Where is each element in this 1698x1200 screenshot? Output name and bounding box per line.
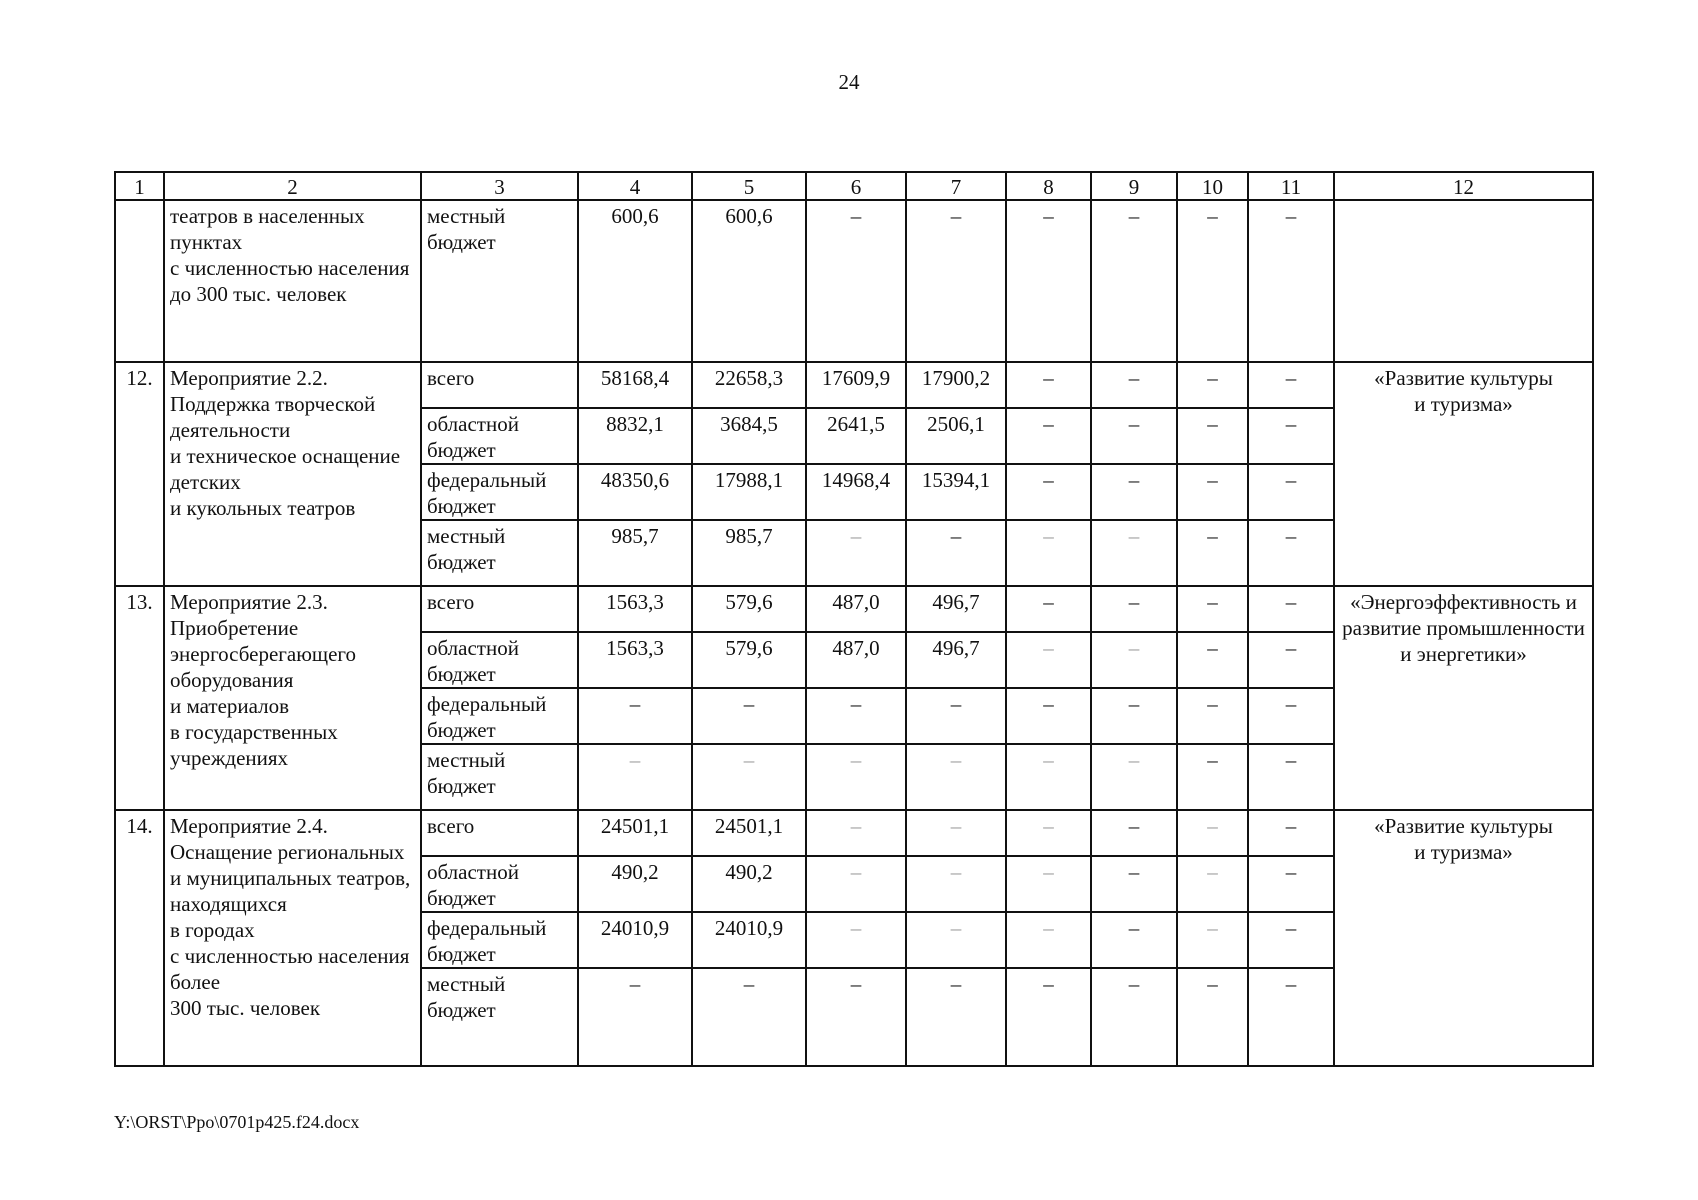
amount-cell: – [1248, 688, 1334, 744]
amount-cell: – [1248, 408, 1334, 464]
state-program: «Энергоэффективность и развитие промышленности и энергетики» [1334, 586, 1593, 810]
amount-cell: – [1177, 408, 1248, 464]
amount-cell: 1563,3 [578, 586, 692, 632]
col-header: 9 [1091, 172, 1177, 200]
state-program [1334, 200, 1593, 362]
amount-cell: 600,6 [578, 200, 692, 362]
amount-cell: 24501,1 [578, 810, 692, 856]
amount-cell: – [1177, 586, 1248, 632]
table-row [115, 586, 1593, 632]
amount-cell: – [906, 744, 1006, 810]
measure-name: Мероприятие 2.3. Приобретение энергосберегающего оборудования и материалов в государственных учреждениях [164, 586, 421, 810]
amount-cell: 2641,5 [806, 408, 906, 464]
amount-cell: – [1006, 968, 1091, 1066]
amount-cell: – [1248, 632, 1334, 688]
amount-cell: – [806, 200, 906, 362]
amount-cell: – [906, 912, 1006, 968]
amount-cell: – [1091, 362, 1177, 408]
row-number: 14. [115, 810, 164, 1066]
row-number: 13. [115, 586, 164, 810]
col-header: 2 [164, 172, 421, 200]
amount-cell: – [1091, 586, 1177, 632]
col-header: 8 [1006, 172, 1091, 200]
state-program: «Развитие культуры и туризма» [1334, 810, 1593, 1066]
amount-cell: – [1091, 520, 1177, 586]
amount-cell: – [1006, 688, 1091, 744]
amount-cell: – [906, 200, 1006, 362]
amount-cell: – [692, 968, 806, 1066]
amount-cell: 48350,6 [578, 464, 692, 520]
amount-cell: – [1248, 968, 1334, 1066]
amount-cell: – [1248, 586, 1334, 632]
row-number [115, 200, 164, 362]
amount-cell: – [806, 688, 906, 744]
amount-cell: 24010,9 [578, 912, 692, 968]
amount-cell: – [1177, 200, 1248, 362]
amount-cell: 985,7 [692, 520, 806, 586]
col-header: 12 [1334, 172, 1593, 200]
funding-source: всего [421, 586, 578, 632]
funding-source: федеральный бюджет [421, 688, 578, 744]
amount-cell: – [1248, 520, 1334, 586]
amount-cell: – [692, 744, 806, 810]
amount-cell: – [1006, 200, 1091, 362]
amount-cell: – [1248, 856, 1334, 912]
measure-name: театров в населенных пунктах с численностью населения до 300 тыс. человек [164, 200, 421, 362]
header-row [115, 172, 1593, 200]
col-header: 4 [578, 172, 692, 200]
amount-cell: – [1177, 968, 1248, 1066]
funding-source: федеральный бюджет [421, 464, 578, 520]
amount-cell: – [1006, 464, 1091, 520]
amount-cell: – [1248, 464, 1334, 520]
amount-cell: 490,2 [578, 856, 692, 912]
amount-cell: – [1006, 586, 1091, 632]
amount-cell: 985,7 [578, 520, 692, 586]
funding-source: областной бюджет [421, 856, 578, 912]
amount-cell: – [806, 520, 906, 586]
table-row [115, 362, 1593, 408]
amount-cell: – [578, 688, 692, 744]
footer-file-path: Y:\ORST\Ppo\0701p425.f24.docx [114, 1112, 360, 1132]
amount-cell: – [1177, 464, 1248, 520]
amount-cell: – [806, 856, 906, 912]
amount-cell: – [1177, 810, 1248, 856]
amount-cell: – [1091, 408, 1177, 464]
amount-cell: 22658,3 [692, 362, 806, 408]
amount-cell: – [692, 688, 806, 744]
amount-cell: – [578, 968, 692, 1066]
amount-cell: – [806, 968, 906, 1066]
amount-cell: – [1091, 464, 1177, 520]
amount-cell: 3684,5 [692, 408, 806, 464]
amount-cell: – [906, 810, 1006, 856]
amount-cell: 490,2 [692, 856, 806, 912]
amount-cell: 496,7 [906, 586, 1006, 632]
amount-cell: – [578, 744, 692, 810]
funding-source: всего [421, 362, 578, 408]
amount-cell: – [1177, 520, 1248, 586]
col-header: 5 [692, 172, 806, 200]
amount-cell: – [1091, 968, 1177, 1066]
row-number: 12. [115, 362, 164, 586]
amount-cell: 58168,4 [578, 362, 692, 408]
amount-cell: – [1248, 912, 1334, 968]
col-header: 3 [421, 172, 578, 200]
amount-cell: 579,6 [692, 586, 806, 632]
amount-cell: 24501,1 [692, 810, 806, 856]
funding-source: федеральный бюджет [421, 912, 578, 968]
amount-cell: 14968,4 [806, 464, 906, 520]
amount-cell: 15394,1 [906, 464, 1006, 520]
funding-source: всего [421, 810, 578, 856]
amount-cell: – [1248, 362, 1334, 408]
amount-cell: – [1091, 810, 1177, 856]
amount-cell: 487,0 [806, 632, 906, 688]
amount-cell: – [906, 856, 1006, 912]
amount-cell: – [1091, 856, 1177, 912]
amount-cell: 2506,1 [906, 408, 1006, 464]
amount-cell: – [806, 810, 906, 856]
amount-cell: – [906, 688, 1006, 744]
amount-cell: – [1091, 688, 1177, 744]
page-number: 24 [838, 70, 860, 94]
funding-source: местный бюджет [421, 200, 578, 362]
amount-cell: – [1006, 408, 1091, 464]
amount-cell: 496,7 [906, 632, 1006, 688]
amount-cell: – [1248, 200, 1334, 362]
amount-cell: 17988,1 [692, 464, 806, 520]
amount-cell: – [1177, 688, 1248, 744]
amount-cell: – [1177, 912, 1248, 968]
table-row [115, 810, 1593, 856]
col-header: 11 [1248, 172, 1334, 200]
amount-cell: – [1006, 520, 1091, 586]
amount-cell: – [1006, 632, 1091, 688]
amount-cell: – [1177, 744, 1248, 810]
amount-cell: – [1006, 856, 1091, 912]
amount-cell: 487,0 [806, 586, 906, 632]
funding-source: местный бюджет [421, 520, 578, 586]
amount-cell: – [1248, 810, 1334, 856]
amount-cell: – [806, 744, 906, 810]
measure-name: Мероприятие 2.2. Поддержка творческой деятельности и техническое оснащение детских и кукольных театров [164, 362, 421, 586]
table-row [115, 200, 1593, 362]
amount-cell: 17609,9 [806, 362, 906, 408]
amount-cell: – [1091, 912, 1177, 968]
amount-cell: – [1091, 632, 1177, 688]
col-header: 6 [806, 172, 906, 200]
budget-table [114, 171, 1594, 1067]
amount-cell: 579,6 [692, 632, 806, 688]
amount-cell: – [1177, 632, 1248, 688]
funding-source: местный бюджет [421, 968, 578, 1066]
amount-cell: 8832,1 [578, 408, 692, 464]
col-header: 7 [906, 172, 1006, 200]
amount-cell: – [1091, 744, 1177, 810]
amount-cell: – [906, 520, 1006, 586]
amount-cell: – [1248, 744, 1334, 810]
amount-cell: – [1006, 810, 1091, 856]
col-header: 10 [1177, 172, 1248, 200]
amount-cell: – [1006, 912, 1091, 968]
amount-cell: 24010,9 [692, 912, 806, 968]
amount-cell: – [1177, 362, 1248, 408]
funding-source: областной бюджет [421, 632, 578, 688]
amount-cell: – [1091, 200, 1177, 362]
funding-source: местный бюджет [421, 744, 578, 810]
measure-name: Мероприятие 2.4. Оснащение региональных и муниципальных театров, находящихся в городах с численностью населения более 300 тыс. человек [164, 810, 421, 1066]
amount-cell: 17900,2 [906, 362, 1006, 408]
col-header: 1 [115, 172, 164, 200]
amount-cell: – [806, 912, 906, 968]
amount-cell: – [1006, 744, 1091, 810]
funding-source: областной бюджет [421, 408, 578, 464]
amount-cell: – [1006, 362, 1091, 408]
amount-cell: – [906, 968, 1006, 1066]
state-program: «Развитие культуры и туризма» [1334, 362, 1593, 586]
amount-cell: 1563,3 [578, 632, 692, 688]
amount-cell: 600,6 [692, 200, 806, 362]
amount-cell: – [1177, 856, 1248, 912]
